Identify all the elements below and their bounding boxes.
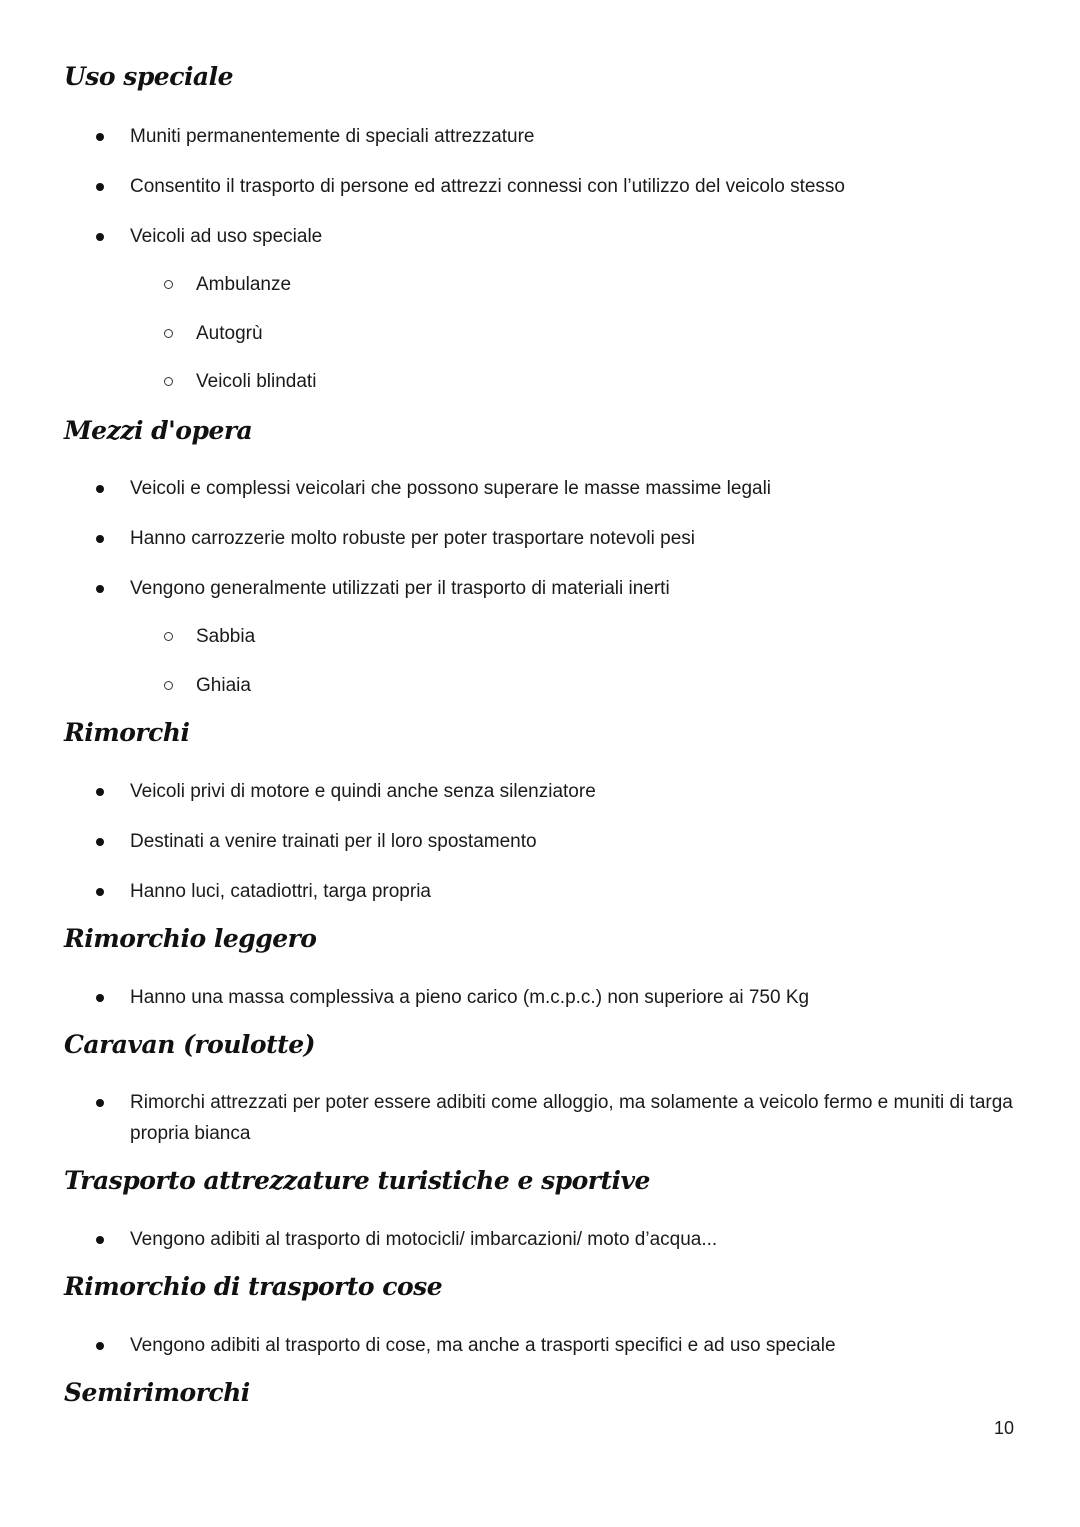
list-item-text: Veicoli e complessi veicolari che possono superare le masse massime legali [130,478,772,499]
bullet-icon [96,888,104,896]
section-heading-uso-speciale: Uso speciale [64,62,234,91]
bullet-icon [96,1236,104,1244]
page-number: 10 [993,1418,1014,1438]
bullet-icon [96,585,104,593]
list-item [96,121,534,152]
section-heading-trasporto-attrezzature: Trasporto attrezzature turistiche e sportive [64,1166,650,1195]
list-item [96,876,431,907]
list-item [96,171,845,202]
section-heading-mezzi-dopera: Mezzi d'opera [64,416,253,445]
list-item [96,573,670,604]
list-item [96,1224,717,1255]
sub-list-item [164,366,316,397]
circle-bullet-icon [164,377,173,386]
list-item-text: Vengono generalmente utilizzati per il trasporto di materiali inerti [130,578,670,599]
circle-bullet-icon [164,632,173,641]
list-item-text: Veicoli privi di motore e quindi anche senza silenziatore [130,781,596,802]
list-item [96,982,809,1013]
list-item-text: Veicoli ad uso speciale [130,226,323,247]
list-item [96,523,695,554]
bullet-icon [96,1099,104,1107]
sub-list-item [164,621,255,652]
list-item-text: Hanno una massa complessiva a pieno carico (m.c.p.c.) non superiore ai 750 Kg [130,987,810,1008]
bullet-icon [96,788,104,796]
sub-list-item-text: Ghiaia [196,675,251,696]
sub-list-item-text: Autogrù [196,323,263,344]
section-heading-rimorchi: Rimorchi [64,718,190,747]
list-item-text: Vengono adibiti al trasporto di motocicli/ imbarcazioni/ moto d’acqua... [130,1229,718,1250]
list-item-text: Destinati a venire trainati per il loro spostamento [130,831,537,852]
list-item-text: Vengono adibiti al trasporto di cose, ma anche a trasporti specifici e ad uso speciale [130,1335,836,1356]
sub-list-item-text: Veicoli blindati [196,371,317,392]
bullet-icon [96,838,104,846]
sub-list-item [164,318,263,349]
bullet-icon [96,1342,104,1350]
circle-bullet-icon [164,329,173,338]
list-item-text: Consentito il trasporto di persone ed attrezzi connessi con l’utilizzo del veicolo stesso [130,176,845,197]
list-item [96,1087,1026,1149]
bullet-icon [96,535,104,543]
sub-list-item-text: Ambulanze [196,274,292,295]
list-item [96,826,537,857]
list-item-text: Muniti permanentemente di speciali attrezzature [130,126,535,147]
bullet-icon [96,233,104,241]
section-heading-caravan: Caravan (roulotte) [64,1030,315,1059]
list-item [96,221,322,252]
bullet-icon [96,183,104,191]
list-item [96,776,596,807]
section-heading-rimorchio-trasporto-cose: Rimorchio di trasporto cose [64,1272,443,1301]
list-item-text: Hanno luci, catadiottri, targa propria [130,881,431,902]
sub-list-item [164,670,251,701]
section-heading-semirimorchi: Semirimorchi [64,1378,250,1407]
circle-bullet-icon [164,280,173,289]
bullet-icon [96,133,104,141]
sub-list-item [164,269,291,300]
circle-bullet-icon [164,681,173,690]
list-item-text: Rimorchi attrezzati per poter essere adibiti come alloggio, ma solamente a veicolo fermo e muniti di targa propria bianca [130,1092,1013,1144]
bullet-icon [96,485,104,493]
section-heading-rimorchio-leggero: Rimorchio leggero [64,924,317,953]
bullet-icon [96,994,104,1002]
list-item [96,1330,836,1361]
sub-list-item-text: Sabbia [196,626,256,647]
list-item [96,473,771,504]
list-item-text: Hanno carrozzerie molto robuste per poter trasportare notevoli pesi [130,528,696,549]
